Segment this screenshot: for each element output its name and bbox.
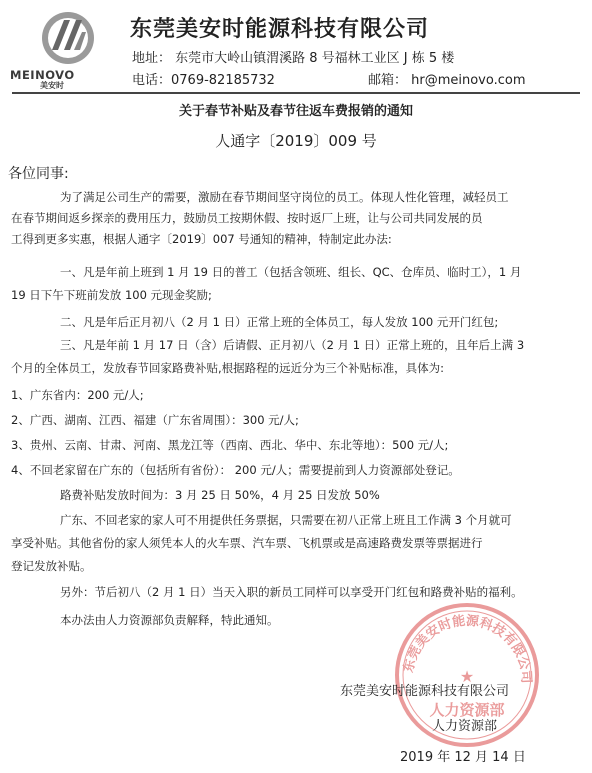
signature-date: 2019 年 12 月 14 日	[400, 750, 526, 765]
logo-text: MEINOVO	[10, 68, 75, 82]
body-line: 登记发放补贴。	[11, 559, 92, 573]
subsidy-item: 4、不回老家留在广东的（包括所有省份）： 200 元/人；需要提前到人力资源部处登记。	[11, 463, 460, 477]
email-address: 邮箱： hr@meinovo.com	[368, 73, 526, 88]
body-line: 19 日下午下班前发放 100 元现金奖励;	[11, 288, 212, 302]
notice-title: 关于春节补贴及春节往返车费报销的通知	[178, 104, 413, 119]
phone-number: 电话：0769-82185732	[132, 73, 275, 88]
body-line: 一、凡是年前上班到 1 月 19 日的普工（包括含领班、组长、QC、仓库员、临时工），1 月	[60, 265, 522, 279]
contact-line	[132, 69, 526, 88]
header-divider	[12, 92, 580, 94]
subsidy-item: 2、广西、湖南、江西、福建（广东省周围）：300 元/人;	[11, 413, 299, 427]
document-number: 人通字〔2019〕009 号	[215, 132, 377, 150]
body-line: 享受补贴。其他省份的家人须凭本人的火车票、汽车票、飞机票或是高速路费发票等票据进行	[11, 536, 483, 550]
company-name: 东莞美安时能源科技有限公司	[130, 17, 430, 42]
body-line: 在春节期间返乡探亲的费用压力，鼓励员工按期休假、按时返厂上班，让与公司共同发展的员	[11, 211, 483, 225]
subsidy-item: 1、广东省内：200 元/人;	[11, 388, 144, 402]
body-line: 三、凡是年前 1 月 17 日（含）后请假、正月初八（2 月 1 日）正常上班的，且年后上满 3	[60, 338, 525, 352]
signature-company: 东莞美安时能源科技有限公司	[340, 684, 510, 699]
company-logo	[6, 10, 122, 88]
body-line: 广东、不回老家的家人可不用提供任务票据，只需要在初八正常上班且工作满 3 个月就可	[60, 513, 512, 527]
logo-emblem-icon	[40, 10, 96, 66]
seal-star-icon: ★	[459, 667, 475, 686]
body-line: 另外：节后初八（2 月 1 日）当天入职的新员工同样可以享受开门红包和路费补贴的福利。	[60, 585, 523, 599]
logo-cn-text: 美安时	[40, 81, 64, 90]
seal-arc-text: 东莞美安时能源科技有限公司	[401, 613, 534, 684]
company-address: 地址： 东莞市大岭山镇渭溪路 8 号福林工业区 J 栋 5 楼	[132, 51, 455, 66]
body-line: 二、凡是年后正月初八（2 月 1 日）正常上班的全体员工，每人发放 100 元开门红包;	[60, 315, 499, 329]
body-line: 为了满足公司生产的需要，激励在春节期间坚守岗位的员工。体现人性化管理，减轻员工	[60, 190, 509, 204]
salutation: 各位同事:	[8, 166, 69, 182]
signature-department: 人力资源部	[432, 719, 498, 734]
body-line: 工得到更多实惠，根据人通字〔2019〕007 号通知的精神，特制定此办法:	[11, 232, 392, 246]
body-line: 路费补贴发放时间为：3 月 25 日 50%，4 月 25 日发放 50%	[60, 488, 380, 502]
subsidy-item: 3、贵州、云南、甘肃、河南、黑龙江等（西南、西北、华中、东北等地）：500 元/人;	[11, 438, 449, 452]
body-line: 本办法由人力资源部负责解释，特此通知。	[60, 613, 279, 627]
body-line: 个月的全体员工，发放春节回家路费补贴,根据路程的远近分为三个补贴标准，具体为:	[11, 361, 445, 375]
seal-center-text: 人力资源部	[429, 701, 505, 719]
